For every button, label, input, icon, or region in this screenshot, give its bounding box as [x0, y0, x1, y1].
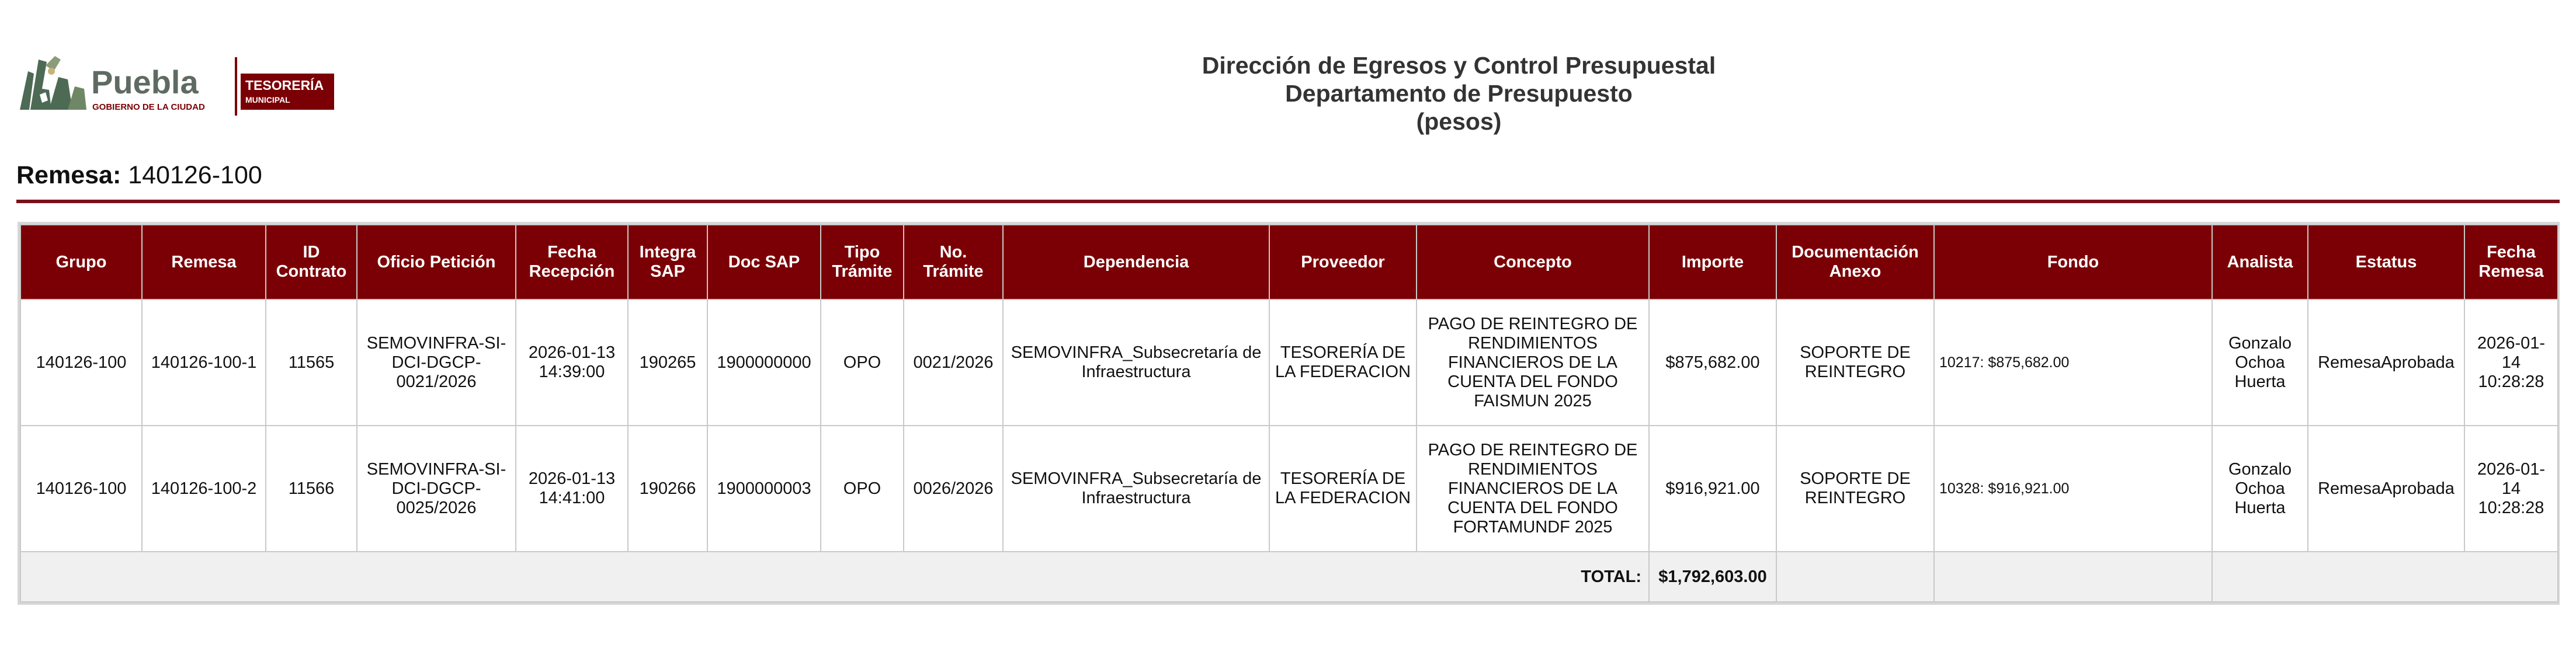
cell-id-contrato: 11565 — [266, 299, 357, 426]
total-row — [20, 552, 2558, 602]
puebla-tesoreria-logo — [16, 54, 335, 119]
logo-dept-line1: TESORERÍA — [245, 78, 324, 93]
cell-remesa: 140126-100-1 — [142, 299, 266, 426]
cell-remesa: 140126-100-2 — [142, 426, 266, 552]
cell-analista: Gonzalo Ochoa Huerta — [2212, 299, 2308, 426]
cell-fecha-remesa: 2026-01-14 10:28:28 — [2464, 299, 2558, 426]
cell-fondo: 10328: $916,921.00 — [1934, 426, 2212, 552]
title-departamento: Departamento de Presupuesto — [1285, 80, 1633, 107]
total-empty-cell — [1934, 552, 2212, 602]
col-header-grupo[interactable]: Grupo — [20, 225, 142, 299]
col-header-fecha-recepcion[interactable]: Fecha Recepción — [516, 225, 628, 299]
col-header-concepto[interactable]: Concepto — [1417, 225, 1649, 299]
col-header-id-contrato[interactable]: ID Contrato — [266, 225, 357, 299]
cell-grupo: 140126-100 — [20, 426, 142, 552]
cell-proveedor: TESORERÍA DE LA FEDERACION — [1269, 426, 1417, 552]
logo-city-word: Puebla — [91, 64, 199, 100]
cell-dependencia: SEMOVINFRA_Subsecretaría de Infraestructura — [1003, 299, 1269, 426]
cell-estatus: RemesaAprobada — [2308, 426, 2464, 552]
logo-city-sub: GOBIERNO DE LA CIUDAD — [92, 102, 205, 112]
cell-fecha-remesa: 2026-01-14 10:28:28 — [2464, 426, 2558, 552]
col-header-estatus[interactable]: Estatus — [2308, 225, 2464, 299]
col-header-no-tramite[interactable]: No. Trámite — [904, 225, 1003, 299]
cell-no-tramite: 0026/2026 — [904, 426, 1003, 552]
total-label: TOTAL: — [20, 552, 1649, 602]
total-empty-cell — [1776, 552, 1934, 602]
report-titles — [876, 51, 2042, 135]
total-value: $1,792,603.00 — [1649, 552, 1776, 602]
table-row — [20, 426, 2558, 552]
cell-concepto: PAGO DE REINTEGRO DE RENDIMIENTOS FINANCIEROS DE LA CUENTA DEL FONDO FORTAMUNDF 2025 — [1417, 426, 1649, 552]
logo-dept-line2: MUNICIPAL — [245, 95, 290, 104]
cell-estatus: RemesaAprobada — [2308, 299, 2464, 426]
cell-documentacion: SOPORTE DE REINTEGRO — [1776, 426, 1934, 552]
col-header-remesa[interactable]: Remesa — [142, 225, 266, 299]
cell-importe: $916,921.00 — [1649, 426, 1776, 552]
cell-fecha-recepcion: 2026-01-13 14:39:00 — [516, 299, 628, 426]
col-header-doc-sap[interactable]: Doc SAP — [707, 225, 821, 299]
cell-fondo: 10217: $875,682.00 — [1934, 299, 2212, 426]
cell-importe: $875,682.00 — [1649, 299, 1776, 426]
col-header-analista[interactable]: Analista — [2212, 225, 2308, 299]
total-empty-cell — [2212, 552, 2558, 602]
cell-oficio: SEMOVINFRA-SI-DCI-DGCP-0025/2026 — [357, 426, 516, 552]
cell-proveedor: TESORERÍA DE LA FEDERACION — [1269, 299, 1417, 426]
title-direccion: Dirección de Egresos y Control Presupuestal — [1202, 52, 1716, 79]
col-header-fecha-remesa[interactable]: Fecha Remesa — [2464, 225, 2558, 299]
emblem-icon — [20, 56, 86, 110]
remesa-heading — [16, 161, 262, 190]
cell-tipo-tramite: OPO — [821, 299, 904, 426]
cell-fecha-recepcion: 2026-01-13 14:41:00 — [516, 426, 628, 552]
report-header — [0, 0, 2576, 158]
cell-integra-sap: 190266 — [628, 426, 707, 552]
cell-doc-sap: 1900000000 — [707, 299, 821, 426]
col-header-proveedor[interactable]: Proveedor — [1269, 225, 1417, 299]
col-header-fondo[interactable]: Fondo — [1934, 225, 2212, 299]
cell-analista: Gonzalo Ochoa Huerta — [2212, 426, 2308, 552]
cell-dependencia: SEMOVINFRA_Subsecretaría de Infraestructura — [1003, 426, 1269, 552]
col-header-documentacion[interactable]: Documentación Anexo — [1776, 225, 1934, 299]
cell-doc-sap: 1900000003 — [707, 426, 821, 552]
col-header-tipo-tramite[interactable]: Tipo Trámite — [821, 225, 904, 299]
cell-concepto: PAGO DE REINTEGRO DE RENDIMIENTOS FINANCIEROS DE LA CUENTA DEL FONDO FAISMUN 2025 — [1417, 299, 1649, 426]
cell-oficio: SEMOVINFRA-SI-DCI-DGCP-0021/2026 — [357, 299, 516, 426]
table-header-row — [20, 225, 2558, 299]
remesa-table-container — [18, 222, 2560, 605]
cell-tipo-tramite: OPO — [821, 426, 904, 552]
title-units: (pesos) — [1416, 108, 1502, 135]
cell-integra-sap: 190265 — [628, 299, 707, 426]
cell-documentacion: SOPORTE DE REINTEGRO — [1776, 299, 1934, 426]
cell-id-contrato: 11566 — [266, 426, 357, 552]
col-header-importe[interactable]: Importe — [1649, 225, 1776, 299]
col-header-dependencia[interactable]: Dependencia — [1003, 225, 1269, 299]
col-header-integra-sap[interactable]: Integra SAP — [628, 225, 707, 299]
col-header-oficio[interactable]: Oficio Petición — [357, 225, 516, 299]
header-divider — [16, 200, 2560, 203]
remesa-value: 140126-100 — [128, 161, 262, 189]
table-row — [20, 299, 2558, 426]
remesa-table — [20, 224, 2558, 602]
cell-no-tramite: 0021/2026 — [904, 299, 1003, 426]
remesa-label: Remesa: — [16, 161, 121, 189]
cell-grupo: 140126-100 — [20, 299, 142, 426]
